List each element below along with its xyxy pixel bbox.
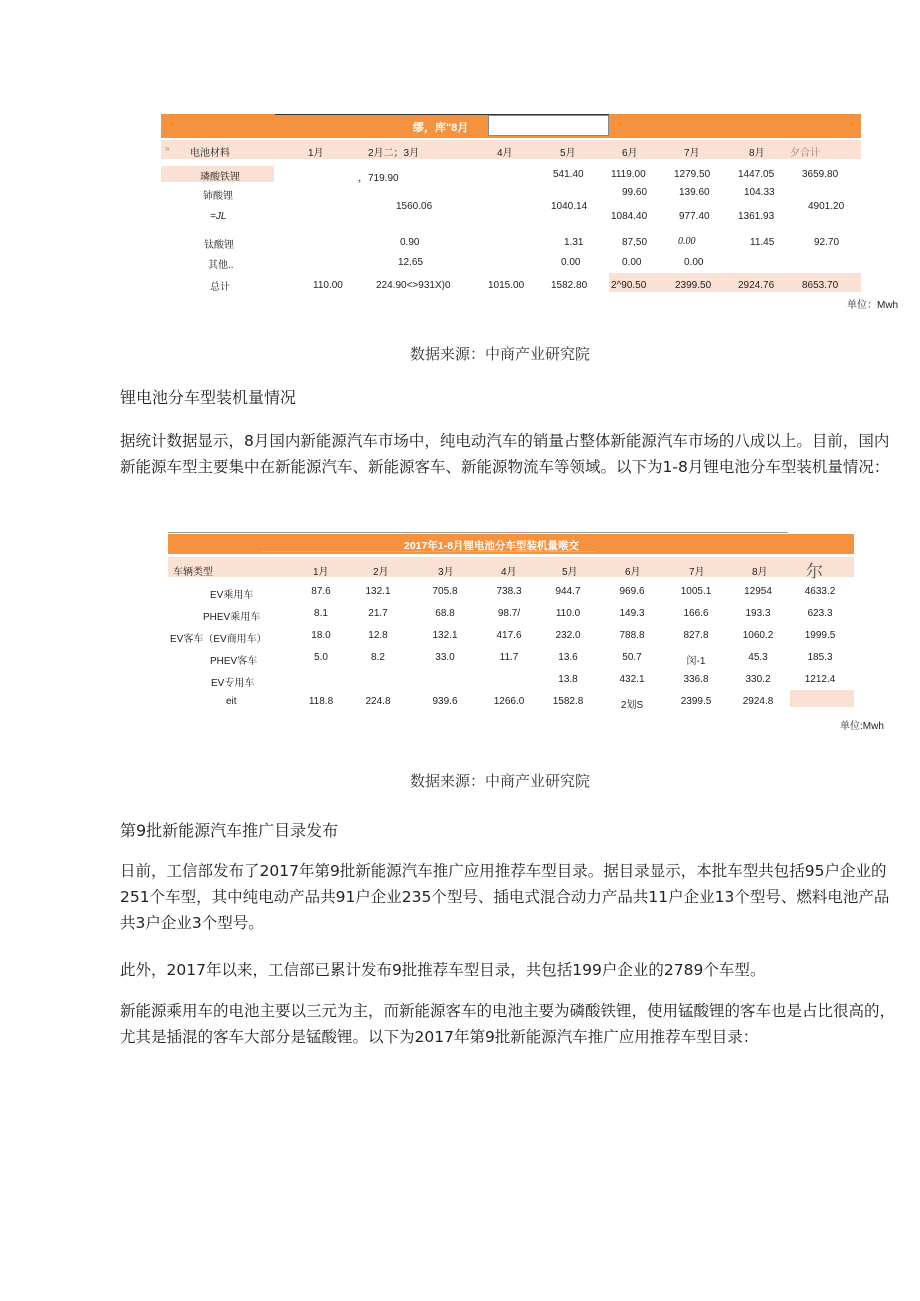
- table2-row-label: EV乘用车: [210, 590, 254, 601]
- table1-row-label: 总计: [210, 282, 230, 293]
- table1-title: 缪，库"8月: [413, 122, 469, 134]
- table2-month: 2月: [373, 567, 389, 578]
- table1-cell: 541.40: [553, 169, 584, 180]
- table1-cell: 8653.70: [802, 280, 839, 291]
- table2-cell: 969.6: [619, 586, 645, 597]
- table2-cell: 738.3: [496, 586, 522, 597]
- table2-month: 5月: [562, 567, 578, 578]
- table1-cell: 12.65: [398, 257, 424, 268]
- section-heading-1: 锂电池分车型装机量情况: [120, 388, 297, 407]
- table2-cell: 788.8: [619, 630, 645, 641]
- table1-month-7: 7月: [684, 148, 700, 159]
- table2-cell: 132.1: [365, 586, 391, 597]
- table2-month: 7月: [689, 567, 705, 578]
- table1-row-label: =JL: [210, 211, 227, 222]
- source-note-2: 数据来源：中商产业研究院: [410, 772, 591, 790]
- table2-row-label: eit: [226, 696, 237, 707]
- table1-title-white-box: [488, 115, 609, 136]
- table2-month: 8月: [752, 567, 768, 578]
- source-note-1: 数据来源：中商产业研究院: [410, 345, 591, 363]
- table1-cell: 139.60: [679, 187, 710, 198]
- table1-month-6: 6月: [622, 148, 638, 159]
- table2-cell: 12954: [744, 586, 772, 597]
- table2-cell: 2924.8: [742, 696, 774, 707]
- table2-cell: 1999.5: [804, 630, 836, 641]
- table2-cell: 944.7: [555, 586, 581, 597]
- table1-cell: 0.00: [622, 257, 642, 268]
- table1-cell: 1560.06: [396, 201, 433, 212]
- table2-cell: 118.8: [308, 696, 334, 707]
- table2-month-total: 尔: [806, 562, 823, 582]
- table2-cell: 68.8: [435, 608, 455, 619]
- table1-cell: 1119.00: [611, 169, 646, 180]
- table1-cell: 1040.14: [551, 201, 588, 212]
- table1-cell: 1.31: [564, 237, 584, 248]
- table1-month-8: 8月: [749, 148, 765, 159]
- table1-unit: 单位：Mwh: [847, 300, 899, 311]
- table2-cell: 193.3: [745, 608, 771, 619]
- table1-cell: 4901.20: [808, 201, 845, 212]
- table2-cell: 623.3: [807, 608, 833, 619]
- table2-row-label: PHEV乘用车: [203, 612, 261, 623]
- table1-month-5: 5月: [560, 148, 576, 159]
- table2-cell: 1266.0: [493, 696, 525, 707]
- table2-cell: 224.8: [365, 696, 391, 707]
- table2-cell: 336.8: [683, 674, 709, 685]
- table1-marker: »: [165, 144, 170, 153]
- table2-cell: 2划S: [620, 700, 644, 711]
- table2-cell: 1005.1: [680, 586, 712, 597]
- table2-month: 3月: [438, 567, 454, 578]
- section-heading-2: 第9批新能源汽车推广目录发布: [120, 821, 339, 840]
- table2-cell: 132.1: [432, 630, 458, 641]
- table2-cell: 149.3: [619, 608, 645, 619]
- table1-row-label: 钛酸锂: [204, 240, 234, 251]
- table2-cell: 705.8: [432, 586, 458, 597]
- table1-cell: 1015.00: [488, 280, 525, 291]
- table2-cell: 18.0: [311, 630, 331, 641]
- table1-cell: 0.00: [684, 257, 704, 268]
- table2-month: 4月: [501, 567, 517, 578]
- table2-month: 1月: [313, 567, 329, 578]
- table1-cell: 110.00: [313, 280, 343, 291]
- table1-cell: 92.70: [814, 237, 840, 248]
- table1-month-total: 夕合计: [790, 148, 820, 159]
- table2-cell: 417.6: [496, 630, 522, 641]
- table1-cell: 1084.40: [611, 211, 648, 222]
- table1-cell: 3659.80: [802, 169, 839, 180]
- table2-cell: 1212.4: [804, 674, 836, 685]
- table2-cell: 13.8: [558, 674, 578, 685]
- table1-cell: 1279.50: [674, 169, 711, 180]
- table2-title-top-line: [168, 532, 788, 533]
- table2-cell: 8.1: [314, 608, 328, 619]
- table1-cell: 1361.93: [738, 211, 775, 222]
- table2-cell: 432.1: [619, 674, 645, 685]
- table1-cell: 1582.80: [551, 280, 588, 291]
- table1-cell: 224.90<>931X)0: [376, 280, 451, 291]
- table1-cell: 2^90.50: [611, 280, 647, 291]
- table1-cell: 977.40: [679, 211, 710, 222]
- table1-cell: 1447.05: [738, 169, 775, 180]
- table1-row-label: 铈酸锂: [203, 191, 233, 202]
- table2-cell: 110.0: [555, 608, 581, 619]
- table1-row-label: 璘酸铁锂: [200, 172, 240, 183]
- table2-cell: 33.0: [435, 652, 455, 663]
- table2-cell: 185.3: [807, 652, 833, 663]
- table1-cell: 87,50: [622, 237, 648, 248]
- table2-cell: 1582.8: [552, 696, 584, 707]
- table1-cell: 0.00: [678, 236, 696, 247]
- table1-header-label: 电池材料: [190, 148, 230, 159]
- table1-cell: 0.90: [400, 237, 420, 248]
- table1-cell: 2399.50: [675, 280, 712, 291]
- paragraph-2: 日前，工信部发布了2017年第9批新能源汽车推广应用推荐车型目录。据目录显示，本批车型共包括95户企业的251个车型，其中纯电动产品共91户企业235个型号、插电式混合动力产品共11户企业13个型号、燃料电池产品共3户企业3个型号。: [120, 862, 890, 932]
- table2-cell: 21.7: [368, 608, 388, 619]
- table2-cell: 98.7/: [497, 608, 521, 619]
- table1-row-label: 其他..: [208, 260, 234, 271]
- table2-cell: 45.3: [748, 652, 768, 663]
- table1-cell: 11.45: [750, 237, 775, 248]
- table1-month-1: 1月: [308, 148, 324, 159]
- table1-cell: 99.60: [622, 187, 648, 198]
- table1-month-2-3: 2月二；3月: [368, 148, 420, 159]
- table2-cell: 2399.5: [680, 696, 712, 707]
- table2-cell: 166.6: [683, 608, 709, 619]
- table2-cell: 87.6: [311, 586, 331, 597]
- paragraph-4: 新能源乘用车的电池主要以三元为主，而新能源客车的电池主要为磷酸铁锂，使用锰酸锂的客车也是占比很高的，尤其是插混的客车大部分是锰酸锂。以下为2017年第9批新能源汽车推广应用推荐车型目录：: [120, 1002, 896, 1046]
- table1-cell: 104.33: [744, 187, 775, 198]
- table2-row-label: EV客车（EV商用车）: [170, 634, 267, 645]
- table1-month-4: 4月: [497, 148, 513, 159]
- table2-cell: 13.6: [558, 652, 578, 663]
- table2-cell: 827.8: [683, 630, 709, 641]
- table1-cell: ，719.90: [358, 173, 399, 184]
- table2-unit: 单位:Mwh: [840, 721, 884, 732]
- table2-row-label: PHEV客车: [210, 656, 258, 667]
- table2-cell: 4633.2: [804, 586, 836, 597]
- table2-cell: 5.0: [314, 652, 328, 663]
- table1-cell: 0.00: [561, 257, 581, 268]
- table2-cell: 232.0: [555, 630, 581, 641]
- table2-cell: 闵-1: [686, 656, 706, 667]
- table2-cell: 12.8: [368, 630, 388, 641]
- table2-header-label: 车辆类型: [173, 567, 213, 578]
- table2-cell: 1060.2: [742, 630, 774, 641]
- paragraph-3: 此外，2017年以来，工信部已累计发布9批推荐车型目录，共包括199户企业的2789个车型。: [120, 961, 766, 979]
- table2-cell: 939.6: [432, 696, 458, 707]
- table2-title: 2017年1-8月锂电池分车型装机量喉交: [404, 540, 580, 552]
- paragraph-1: 据统计数据显示，8月国内新能源汽车市场中，纯电动汽车的销量占整体新能源汽车市场的八成以上。目前，国内新能源车型主要集中在新能源汽车、新能源客车、新能源物流车等领域。以下为1-8月锂电池分车型装机量情况：: [120, 432, 890, 476]
- table2-cell: 50.7: [622, 652, 642, 663]
- table2-month: 6月: [625, 567, 641, 578]
- table2-cell: 8.2: [371, 652, 385, 663]
- table2-cell: 330.2: [745, 674, 771, 685]
- table2-row-label: EV专用车: [211, 678, 255, 689]
- table2-cell: 11.7: [499, 652, 519, 663]
- table2-total-cell-band: [790, 690, 854, 707]
- table1-cell: 2924.76: [738, 280, 775, 291]
